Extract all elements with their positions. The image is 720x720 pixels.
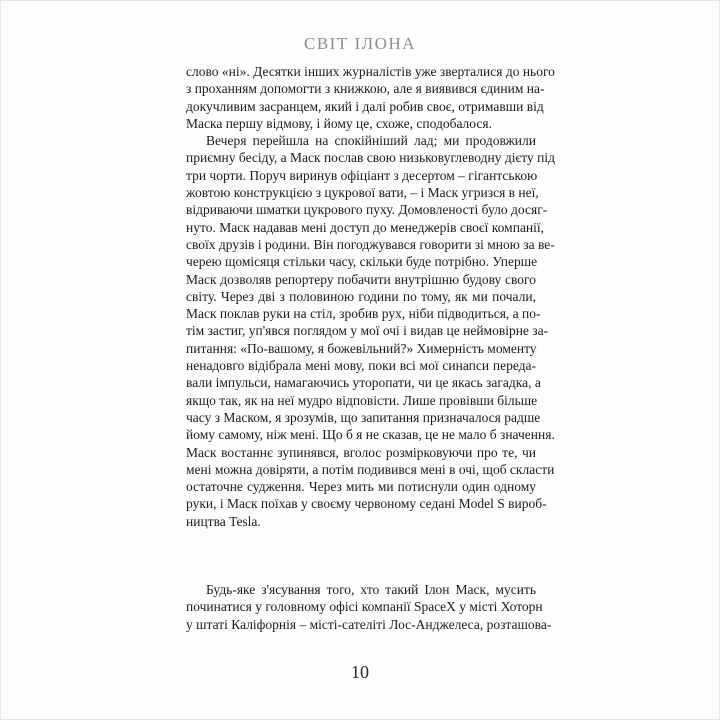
text-line: тім застиг, уп'явся поглядом у мої очі і видав це неймовірне за- — [186, 323, 549, 339]
text-line: Маск дозволяв репортеру побачити внутрішню будову свого — [186, 271, 536, 287]
text-line: докучливим засранцем, який і далі робив своє, отримавши від — [186, 98, 544, 114]
text-line: Будь-яке з'ясування того, хто такий Ілон Маск, мусить — [206, 582, 536, 598]
text-line: мені можна довіряти, а потім подивився мені в очі, щоб скласти — [186, 461, 555, 477]
page-number: 10 — [351, 662, 369, 682]
paragraph-1 — [186, 63, 555, 132]
text-line: Маска першу відмову, і йому це, схоже, сподобалося. — [186, 115, 492, 131]
text-line: жовтою конструкцією з цукрової вати, – і Маск угризся в неї, — [186, 185, 539, 201]
text-line: Маск востаннє зупинявся, вголос розмірковуючи про те, чи — [186, 444, 536, 460]
running-title: СВІТ ІЛОНА — [304, 34, 416, 53]
text-line: три чорти. Поруч виринув офіціант з десертом – гігантською — [186, 167, 538, 183]
text-line: черею щомісяця стільки часу, скільки буде потрібно. Уперше — [186, 254, 538, 270]
paragraph-2 — [186, 132, 555, 530]
text-line: приємну бесіду, а Маск послав свою низьковуглеводну дієту під — [186, 150, 555, 166]
section-break — [186, 530, 536, 581]
text-line: Вечеря перейшла на спокійніший лад; ми продовжили — [206, 133, 536, 149]
text-line: якщо так, як на неї мудро відповісти. Лише провівши більше — [186, 392, 538, 408]
text-line: нуто. Маск надавав мені доступ до менеджерів своєї компанії, — [186, 219, 545, 235]
text-line: світу. Через дві з половиною години по тому, як ми почали, — [186, 288, 536, 304]
text-line: у штаті Каліфорнія – місті-сателіті Лос-Анджелеса, розташова- — [186, 616, 552, 632]
text-line: часу з Маском, я зрозумів, що запитання призначалося радше — [186, 409, 541, 425]
text-line: слово «ні». Десятки інших журналістів уже зверталися до нього — [186, 64, 555, 79]
text-line: Маск поклав руки на стіл, зробив рух, ніби підводиться, а по- — [186, 306, 541, 322]
text-line: ненадовго відібрала мені мову, поки всі мої синапси переда- — [186, 358, 536, 374]
text-line: питання: «По-вашому, я божевільний?» Химерність моменту — [186, 340, 537, 356]
text-line: з проханням допомогти з книжкою, але я виявився єдиним на- — [186, 81, 545, 97]
text-line: починатися у головному офісі компанії SpaceX у місті Хоторн — [186, 599, 543, 615]
text-line: йому самому, ніж мені. Що б я не сказав, це не мало б значення. — [186, 427, 555, 443]
text-line: відриваючи шматки цукрового пуху. Домовленості було досяг- — [186, 202, 548, 218]
text-line: остаточне судження. Через мить ми потиснули один одному — [186, 479, 536, 495]
body-text — [186, 63, 555, 633]
text-line: своїх друзів і родини. Він погоджувався говорити зі мною за ве- — [186, 236, 555, 252]
text-line: ництва Tesla. — [186, 513, 261, 529]
text-line: вали імпульси, намагаючись уторопати, чи це якась загадка, а — [186, 375, 541, 391]
text-line: руки, і Маск поїхав у своєму червоному седані Model S вироб- — [186, 496, 547, 512]
paragraph-3 — [186, 581, 552, 633]
